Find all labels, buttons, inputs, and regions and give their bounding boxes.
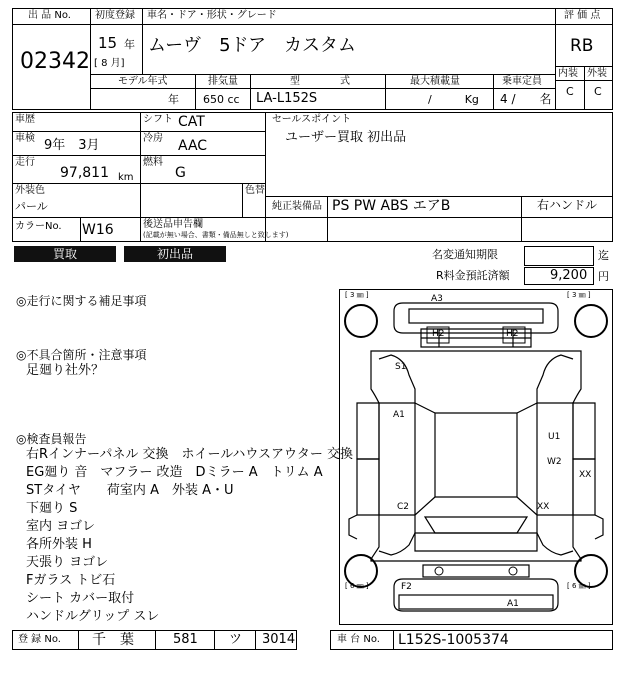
color-number-label: カラーNo. [15, 221, 62, 232]
tire-depth-rear-left: [ 3 ㎜ ] [345, 291, 369, 299]
recycle-fee-value: 9,200 [550, 268, 588, 283]
lot-number-label: 出 品 No. [28, 10, 71, 21]
mark-rear-bumper: A3 [431, 294, 443, 304]
registration-kana: ツ [229, 632, 243, 647]
mark-left-rear-door: A1 [393, 410, 405, 420]
chassis-number: L152S-1005374 [398, 632, 509, 648]
color-label: 外装色 [15, 185, 45, 196]
registration-area: 千 葉 [92, 632, 134, 648]
max-load-value: / Kg [428, 93, 479, 106]
model-year-unit: 年 [168, 93, 179, 106]
interior-label: 内装 [558, 68, 578, 79]
registration-number: 3014 [262, 632, 296, 647]
max-load-label: 最大積載量 [410, 76, 460, 87]
capacity-value: 4 / 名 [500, 92, 552, 106]
color-value: パール [15, 200, 48, 213]
registration-class: 581 [173, 632, 198, 647]
name-change-deadline-unit: 迄 [598, 249, 609, 262]
inspector-line: 各所外装 H [26, 537, 92, 552]
mark-front-panel: F2 [401, 582, 412, 592]
mark-rear-left: H2 [432, 329, 445, 339]
exterior-label: 外装 [587, 68, 607, 79]
shift-value: CAT [178, 114, 205, 130]
inspector-line: EG廻り 音 マフラー 改造 Dミラー A トリム A [26, 465, 323, 480]
post-docs-label: 後送品申告欄 [143, 219, 203, 230]
year-unit: 年 [124, 38, 135, 51]
car-name-label: 車名・ドア・形状・グレード [147, 10, 277, 21]
mark-left-front-fender: C2 [397, 502, 410, 512]
type-value: LA-L152S [256, 91, 318, 106]
mileage-value: 97,811 [60, 165, 109, 181]
driving-notes-title: ◎走行に関する補足事項 [16, 294, 147, 308]
displacement-label: 排気量 [208, 76, 238, 87]
mark-right-side: XX [579, 470, 592, 480]
inspector-line: シート カバー取付 [26, 591, 135, 606]
capacity-label: 乗車定員 [502, 76, 542, 87]
first-registration-month: [ 8 月] [94, 58, 125, 69]
inspection-value: 9年 3月 [44, 138, 100, 153]
mark-left-rear-fender: S1 [395, 362, 407, 372]
mileage-label: 走行 [15, 157, 35, 168]
inspection-label: 車検 [15, 133, 35, 144]
equipment-label: 純正装備品 [272, 201, 322, 212]
sales-point-label: セールスポイント [272, 114, 352, 125]
lot-number: 02342 [20, 49, 90, 74]
car-damage-diagram [339, 289, 613, 625]
interior-grade: C [566, 85, 574, 98]
first-registration-year: 15 [98, 34, 118, 52]
name-change-deadline-label: 名変通知期限 [432, 248, 498, 261]
tire-depth-front-left: [ 6 ㎜ ] [345, 582, 369, 590]
first-registration-label: 初度登録 [95, 10, 135, 21]
inspector-line: STタイヤ 荷室内 A 外装 A・U [26, 483, 234, 498]
repaint-label: 色替 [245, 185, 265, 196]
steering-value: 右ハンドル [537, 198, 598, 212]
inspector-line: 室内 ヨゴレ [26, 519, 96, 534]
chassis-label: 車 台 No. [337, 634, 380, 645]
equipment-value: PS PW ABS エアB [332, 198, 451, 214]
mark-front-bumper: A1 [507, 599, 519, 609]
model-year-label: モデル年式 [118, 76, 168, 87]
mark-right-front-door: W2 [547, 457, 562, 467]
defects-title: ◎不具合箇所・注意事項 [16, 348, 147, 362]
inspector-report-title: ◎検査員報告 [16, 432, 87, 446]
history-label: 車歴 [15, 114, 35, 125]
recycle-fee-label: R料金預託済額 [436, 269, 510, 282]
fuel-label: 燃料 [143, 157, 163, 168]
registration-label: 登 録 No. [18, 634, 61, 645]
ac-value: AAC [178, 138, 208, 154]
inspector-line: ハンドルグリップ スレ [26, 609, 160, 624]
mileage-unit: km [118, 172, 134, 183]
recycle-fee-unit: 円 [598, 270, 609, 283]
car-name: ムーヴ 5ドア カスタム [148, 35, 357, 56]
post-docs-note: (記載が無い場合、書類・備品無しと致します) [143, 231, 289, 239]
color-number-value: W16 [82, 222, 114, 238]
shift-label: シフト [143, 114, 173, 125]
exterior-grade: C [594, 85, 602, 98]
ac-label: 冷房 [143, 133, 163, 144]
inspector-line: 下廻り S [26, 501, 78, 516]
first-listing-badge: 初出品 [124, 246, 226, 262]
overall-rating: RB [570, 36, 594, 56]
type-label: 型 式 [290, 76, 350, 87]
inspector-line: 天張り ヨゴレ [26, 555, 109, 570]
mark-right-rear-door: U1 [548, 432, 561, 442]
name-change-deadline-box [524, 246, 594, 266]
rating-label: 評 価 点 [564, 10, 601, 21]
buyback-badge: 買取 [14, 246, 116, 262]
defects-text: 足廻り社外？ [26, 363, 105, 378]
tire-depth-front-right: [ 6 ㎜ ] [567, 582, 591, 590]
inspector-line: Fガラス トビ石 [26, 573, 116, 588]
mark-right-front-fender: XX [537, 502, 550, 512]
mark-rear-right: H2 [506, 329, 519, 339]
displacement-value: 650 cc [203, 93, 240, 106]
tire-depth-rear-right: [ 3 ㎜ ] [567, 291, 591, 299]
sales-point-value: ユーザー買取 初出品 [285, 130, 407, 145]
inspector-line: 右Rインナーパネル 交換 ホイールハウスアウター 交換 [26, 447, 353, 462]
fuel-value: G [175, 165, 186, 181]
